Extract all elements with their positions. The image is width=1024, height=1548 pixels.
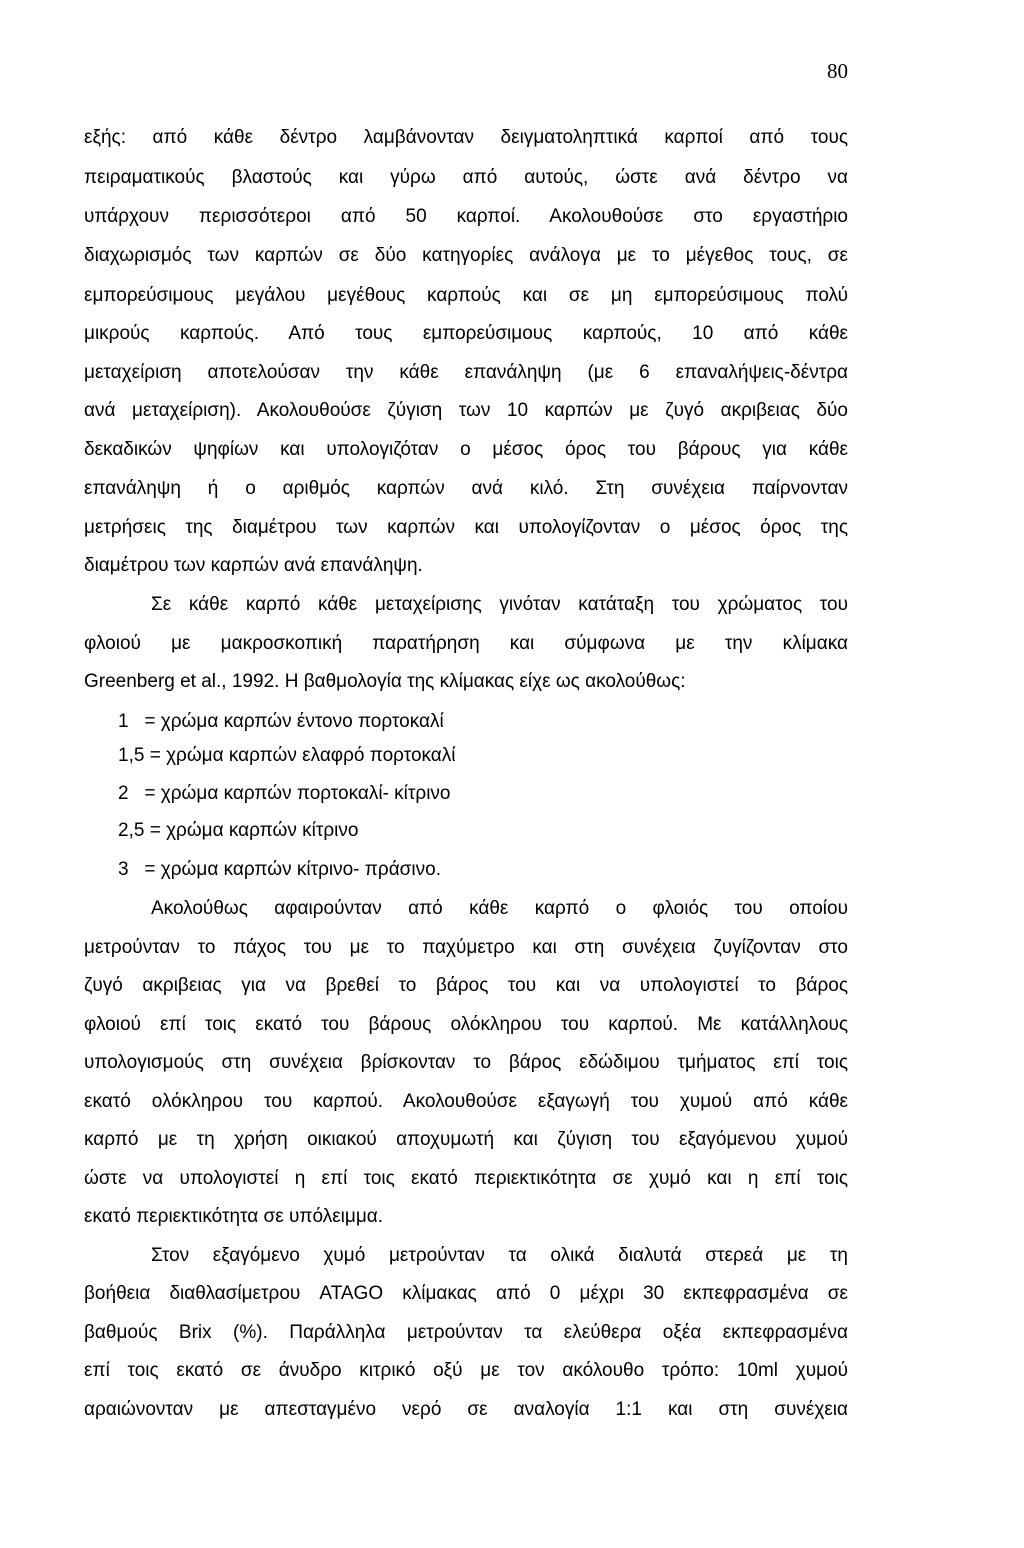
text-line: Στον εξαγόμενο χυμό μετρούνταν τα ολικά διαλυτά στερεά με τη [151, 1245, 848, 1266]
text-line: διαχωρισμός των καρπών σε δύο κατηγορίες ανάλογα με το μέγεθος τους, σε [84, 245, 848, 266]
text-line: ζυγό ακριβειας για να βρεθεί το βάρος του και να υπολογιστεί το βάρος [84, 975, 848, 996]
text-line: Σε κάθε καρπό κάθε μεταχείρισης γινόταν κατάταξη του χρώματος του [151, 594, 848, 615]
text-line: εξής: από κάθε δέντρο λαμβάνονταν δειγματοληπτικά καρποί από τους [84, 127, 848, 148]
text-line: ώστε να υπολογιστεί η επί τοις εκατό περιεκτικότητα σε χυμό και η επί τοις [84, 1168, 848, 1189]
text-line: φλοιού επί τοις εκατό του βάρους ολόκληρου του καρπού. Με κατάλληλους [84, 1014, 848, 1035]
scale-item: 1 = χρώμα καρπών έντονο πορτοκαλί [118, 711, 444, 732]
text-line: φλοιού με μακροσκοπική παρατήρηση και σύμφωνα με την κλίμακα [84, 633, 848, 654]
text-line: εκατό ολόκληρου του καρπού. Ακολουθούσε εξαγωγή του χυμού από κάθε [84, 1091, 848, 1112]
text-line: βοήθεια διαθλασίμετρου ATAGO κλίμακας από 0 μέχρι 30 εκπεφρασμένα σε [84, 1283, 848, 1304]
text-line: αραιώνονταν με απεσταγμένο νερό σε αναλογία 1:1 και στη συνέχεια [84, 1399, 848, 1420]
scale-item: 1,5 = χρώμα καρπών ελαφρό πορτοκαλί [118, 745, 456, 766]
text-line: επί τοις εκατό σε άνυδρο κιτρικό οξύ με τον ακόλουθο τρόπο: 10ml χυμού [84, 1360, 848, 1381]
text-line: Ακολούθως αφαιρούνταν από κάθε καρπό ο φλοιός του οποίου [151, 898, 848, 919]
text-line: βαθμούς Brix (%). Παράλληλα μετρούνταν τα ελεύθερα οξέα εκπεφρασμένα [84, 1322, 848, 1343]
text-line: μεταχείριση αποτελούσαν την κάθε επανάληψη (με 6 επαναλήψεις-δέντρα [84, 362, 848, 383]
scale-item: 2,5 = χρώμα καρπών κίτρινο [118, 820, 359, 841]
text-line: διαμέτρου των καρπών ανά επανάληψη. [84, 555, 423, 576]
text-line: υπολογισμούς στη συνέχεια βρίσκονταν το βάρος εδώδιμου τμήματος επί τοις [84, 1052, 848, 1073]
text-line: εμπορεύσιμους μεγάλου μεγέθους καρπούς και σε μη εμπορεύσιμους πολύ [84, 285, 848, 306]
text-line: επανάληψη ή ο αριθμός καρπών ανά κιλό. Στη συνέχεια παίρνονταν [84, 478, 848, 499]
text-line: εκατό περιεκτικότητα σε υπόλειμμα. [84, 1206, 384, 1227]
text-line: μικρούς καρπούς. Από τους εμπορεύσιμους καρπούς, 10 από κάθε [84, 323, 848, 344]
text-line: ανά μεταχείριση). Ακολουθούσε ζύγιση των 10 καρπών με ζυγό ακριβειας δύο [84, 400, 848, 421]
page-number: 80 [827, 59, 848, 83]
text-line: πειραματικούς βλαστούς και γύρω από αυτούς, ώστε ανά δέντρο να [84, 167, 848, 188]
text-line: δεκαδικών ψηφίων και υπολογιζόταν ο μέσος όρος του βάρους για κάθε [84, 439, 848, 460]
text-line: μετρούνταν το πάχος του με το παχύμετρο και στη συνέχεια ζυγίζονταν στο [84, 937, 848, 958]
text-line: καρπό με τη χρήση οικιακού αποχυμωτή και ζύγιση του εξαγόμενου χυμού [84, 1129, 848, 1150]
text-line: υπάρχουν περισσότεροι από 50 καρποί. Ακολουθούσε στο εργαστήριο [84, 206, 848, 227]
scale-item: 3 = χρώμα καρπών κίτρινο- πράσινο. [118, 859, 441, 880]
scale-item: 2 = χρώμα καρπών πορτοκαλί- κίτρινο [118, 783, 451, 804]
text-line: μετρήσεις της διαμέτρου των καρπών και υπολογίζονταν ο μέσος όρος της [84, 517, 848, 538]
text-line: Greenberg et al., 1992. Η βαθμολογία της κλίμακας είχε ως ακολούθως: [84, 671, 686, 692]
